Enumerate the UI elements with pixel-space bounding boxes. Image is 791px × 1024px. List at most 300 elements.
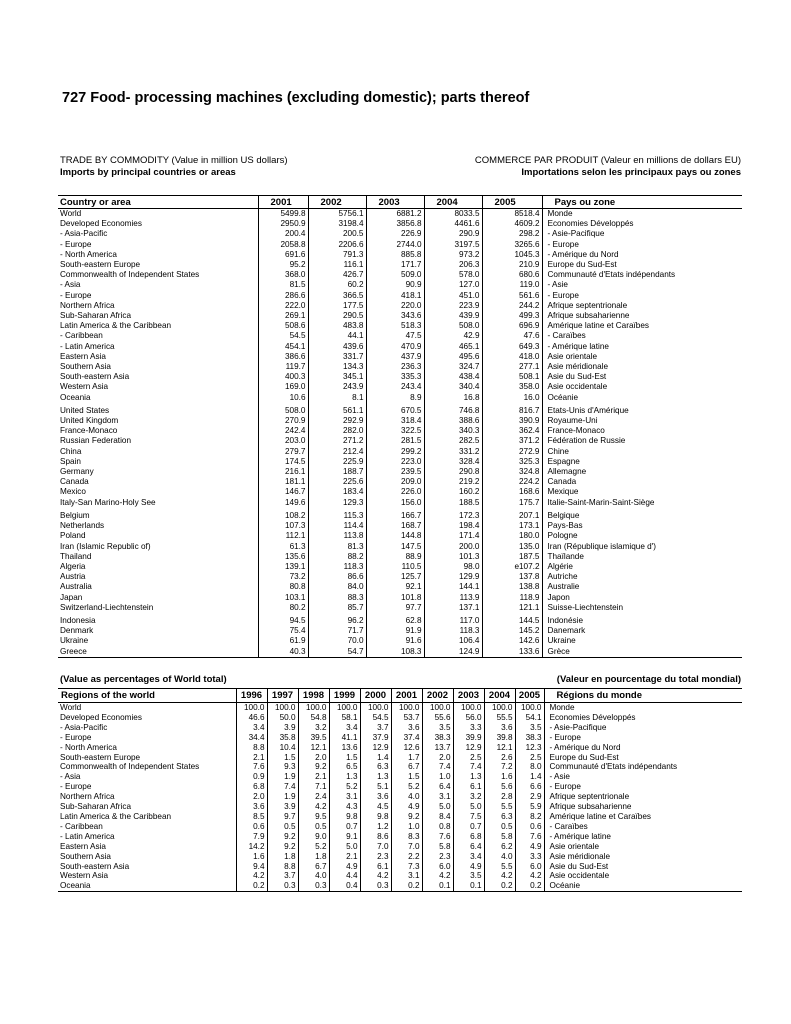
value-cell: 4.0 xyxy=(298,871,329,881)
table-row xyxy=(58,508,742,521)
header-right xyxy=(475,155,741,179)
value-cell: 144.1 xyxy=(424,582,482,592)
table2-header-3: 1998 xyxy=(298,689,329,703)
row-label-fr: Europe du Sud-Est xyxy=(544,753,742,763)
row-label-fr: - Asie-Pacifique xyxy=(542,229,742,239)
value-cell: 6.1 xyxy=(360,862,391,872)
value-cell: 8.0 xyxy=(515,762,544,772)
value-cell: 2206.6 xyxy=(308,240,366,250)
value-cell: 518.3 xyxy=(366,321,424,331)
table2-header-6: 2001 xyxy=(391,689,422,703)
row-label: Southern Asia xyxy=(60,851,111,861)
table-row xyxy=(58,852,742,862)
row-label-fr: Danemark xyxy=(542,626,742,636)
value-cell: 290.8 xyxy=(424,467,482,477)
value-cell: 220.0 xyxy=(366,301,424,311)
value-cell: 88.9 xyxy=(366,552,424,562)
value-cell: 129.9 xyxy=(424,572,482,582)
row-label-fr: Asie du Sud-Est xyxy=(542,372,742,382)
table-row xyxy=(58,743,742,753)
value-cell: 5.6 xyxy=(484,782,515,792)
table-row xyxy=(58,291,742,301)
value-cell: 0.3 xyxy=(360,881,391,891)
row-label: Germany xyxy=(60,467,94,477)
value-cell: 223.9 xyxy=(424,301,482,311)
row-label-fr: Italie-Saint-Marin-Saint-Siège xyxy=(542,498,742,508)
table2-header-10: 2005 xyxy=(515,689,544,703)
row-label: World xyxy=(60,703,82,712)
value-cell: 40.3 xyxy=(258,647,308,658)
value-cell: 269.1 xyxy=(258,311,308,321)
value-cell: 4.2 xyxy=(298,802,329,812)
value-cell: 4.9 xyxy=(515,842,544,852)
section2-title-right: (Valeur en pourcentage du total mondial) xyxy=(556,674,741,685)
value-cell: 223.0 xyxy=(366,457,424,467)
value-cell: 2.6 xyxy=(484,753,515,763)
value-cell: 6.8 xyxy=(453,832,484,842)
table-row xyxy=(58,753,742,763)
table-row xyxy=(58,372,742,382)
value-cell: 358.0 xyxy=(482,382,542,392)
row-label-fr: Fédération de Russie xyxy=(542,436,742,446)
value-cell: 144.8 xyxy=(366,531,424,541)
row-label: Indonesia xyxy=(60,615,96,625)
value-cell: 88.2 xyxy=(308,552,366,562)
value-cell: 1.3 xyxy=(360,772,391,782)
value-cell: 42.9 xyxy=(424,331,482,341)
value-cell: 439.6 xyxy=(308,342,366,352)
value-cell: 101.3 xyxy=(424,552,482,562)
value-cell: 1.5 xyxy=(267,753,298,763)
value-cell: 12.1 xyxy=(484,743,515,753)
value-cell: 9.2 xyxy=(391,812,422,822)
value-cell: 54.8 xyxy=(298,713,329,723)
table-row xyxy=(58,531,742,541)
value-cell: 244.2 xyxy=(482,301,542,311)
value-cell: 6.5 xyxy=(329,762,360,772)
table-row xyxy=(58,772,742,782)
page-title: 727 Food- processing machines (excluding domestic); parts thereof xyxy=(62,90,530,106)
value-cell: 44.1 xyxy=(308,331,366,341)
table-row xyxy=(58,457,742,467)
value-cell: 4609.2 xyxy=(482,219,542,229)
row-label: Developed Economies xyxy=(60,712,142,722)
value-cell: 1.8 xyxy=(298,852,329,862)
table2-header-9: 2004 xyxy=(484,689,515,703)
row-label-fr: Communauté d'Etats indépendants xyxy=(542,270,742,280)
row-label-fr: Belgique xyxy=(542,508,742,521)
row-label: South-eastern Europe xyxy=(60,752,141,762)
value-cell: 290.5 xyxy=(308,311,366,321)
value-cell: 222.0 xyxy=(258,301,308,311)
value-cell: 3.2 xyxy=(298,723,329,733)
value-cell: 277.1 xyxy=(482,362,542,372)
row-label: - Caribbean xyxy=(60,821,103,831)
value-cell: 418.1 xyxy=(366,291,424,301)
row-label: Canada xyxy=(60,477,89,487)
row-label-fr: - Amérique latine xyxy=(542,342,742,352)
value-cell: 12.9 xyxy=(453,743,484,753)
value-cell: 39.8 xyxy=(484,733,515,743)
value-cell: 7.1 xyxy=(298,782,329,792)
row-label-fr: Europe du Sud-Est xyxy=(542,260,742,270)
table2-header-4: 1999 xyxy=(329,689,360,703)
value-cell: 0.9 xyxy=(236,772,267,782)
row-label: Ukraine xyxy=(60,636,89,646)
row-label: Netherlands xyxy=(60,521,105,531)
value-cell: 149.6 xyxy=(258,498,308,508)
value-cell: 108.2 xyxy=(258,508,308,521)
value-cell: 91.9 xyxy=(366,626,424,636)
row-label-fr: - Amérique latine xyxy=(544,832,742,842)
value-cell: 6.1 xyxy=(453,782,484,792)
table-row xyxy=(58,713,742,723)
row-label-fr: Chine xyxy=(542,447,742,457)
value-cell: 282.5 xyxy=(424,436,482,446)
value-cell: 41.1 xyxy=(329,733,360,743)
row-label-fr: Océanie xyxy=(542,393,742,403)
table-row xyxy=(58,703,742,713)
value-cell: 160.2 xyxy=(424,487,482,497)
row-label: - Latin America xyxy=(60,341,115,351)
value-cell: 9.2 xyxy=(267,842,298,852)
value-cell: 328.4 xyxy=(424,457,482,467)
value-cell: 3.4 xyxy=(329,723,360,733)
value-cell: 113.8 xyxy=(308,531,366,541)
value-cell: 508.0 xyxy=(424,321,482,331)
value-cell: 9.3 xyxy=(267,762,298,772)
value-cell: 7.5 xyxy=(453,812,484,822)
value-cell: 113.9 xyxy=(424,593,482,603)
value-cell: 3.3 xyxy=(453,723,484,733)
header-left-line2: Imports by principal countries or areas xyxy=(60,167,236,178)
value-cell: 2744.0 xyxy=(366,240,424,250)
table-row xyxy=(58,603,742,613)
row-label-fr: Algérie xyxy=(542,562,742,572)
row-label: Developed Economies xyxy=(60,219,142,229)
value-cell: 3.4 xyxy=(236,723,267,733)
row-label: Belgium xyxy=(60,510,90,520)
value-cell: 4.2 xyxy=(515,871,544,881)
value-cell: 54.5 xyxy=(360,713,391,723)
table2-header-8: 2003 xyxy=(453,689,484,703)
row-label-fr: Allemagne xyxy=(542,467,742,477)
value-cell: 5.0 xyxy=(329,842,360,852)
value-cell: 3.5 xyxy=(422,723,453,733)
value-cell: 5.9 xyxy=(515,802,544,812)
value-cell: 168.6 xyxy=(482,487,542,497)
row-label-fr: Afrique subsaharienne xyxy=(542,311,742,321)
value-cell: 117.0 xyxy=(424,613,482,626)
value-cell: 12.6 xyxy=(391,743,422,753)
row-label: Sub-Saharan Africa xyxy=(60,802,132,812)
value-cell: 54.7 xyxy=(308,647,366,658)
value-cell: 239.5 xyxy=(366,467,424,477)
value-cell: 85.7 xyxy=(308,603,366,613)
value-cell: 121.1 xyxy=(482,603,542,613)
value-cell: 9.5 xyxy=(298,812,329,822)
table1-header-0: Country or area xyxy=(58,196,258,209)
value-cell: 2.8 xyxy=(484,792,515,802)
value-cell: 5.8 xyxy=(484,832,515,842)
value-cell: 3.4 xyxy=(453,852,484,862)
value-cell: 181.1 xyxy=(258,477,308,487)
value-cell: 47.6 xyxy=(482,331,542,341)
row-label: Austria xyxy=(60,572,86,582)
table-row xyxy=(58,487,742,497)
value-cell: 8.3 xyxy=(391,832,422,842)
value-cell: 12.1 xyxy=(298,743,329,753)
value-cell: 0.2 xyxy=(391,881,422,891)
value-cell: 73.2 xyxy=(258,572,308,582)
value-cell: 2.9 xyxy=(515,792,544,802)
value-cell: 96.2 xyxy=(308,613,366,626)
value-cell: 108.3 xyxy=(366,647,424,658)
imports-table xyxy=(58,195,742,658)
row-label: - Europe xyxy=(60,732,92,742)
row-label: Oceania xyxy=(58,881,236,891)
table-row xyxy=(58,792,742,802)
row-label-fr: - Europe xyxy=(544,782,742,792)
table-row xyxy=(58,647,742,658)
value-cell: 5.2 xyxy=(329,782,360,792)
value-cell: 973.2 xyxy=(424,250,482,260)
value-cell: 100.0 xyxy=(267,703,298,713)
value-cell: 35.8 xyxy=(267,733,298,743)
value-cell: 1.5 xyxy=(391,772,422,782)
header-right-line1: COMMERCE PAR PRODUIT (Valeur en millions de dollars EU) xyxy=(474,155,741,166)
row-label: - Asia-Pacific xyxy=(60,229,108,239)
value-cell: 439.9 xyxy=(424,311,482,321)
value-cell: 3.1 xyxy=(422,792,453,802)
value-cell: 6.7 xyxy=(391,762,422,772)
value-cell: 345.1 xyxy=(308,372,366,382)
value-cell: 166.7 xyxy=(366,508,424,521)
value-cell: 100.0 xyxy=(422,703,453,713)
value-cell: 183.4 xyxy=(308,487,366,497)
row-label: Switzerland-Liechtenstein xyxy=(60,602,154,612)
value-cell: 219.2 xyxy=(424,477,482,487)
value-cell: 508.0 xyxy=(258,403,308,416)
value-cell: 0.5 xyxy=(267,822,298,832)
value-cell: 9.4 xyxy=(236,862,267,872)
value-cell: 1.3 xyxy=(453,772,484,782)
value-cell: 5756.1 xyxy=(308,209,366,220)
value-cell: 156.0 xyxy=(366,498,424,508)
value-cell: 54.1 xyxy=(515,713,544,723)
row-label-fr: Suisse-Liechtenstein xyxy=(542,603,742,613)
value-cell: 9.0 xyxy=(298,832,329,842)
row-label-fr: Pologne xyxy=(542,531,742,541)
table-row xyxy=(58,219,742,229)
row-label-fr: - Caraïbes xyxy=(544,822,742,832)
table-row xyxy=(58,447,742,457)
table-row xyxy=(58,636,742,646)
value-cell: 171.7 xyxy=(366,260,424,270)
value-cell: 34.4 xyxy=(236,733,267,743)
value-cell: 95.2 xyxy=(258,260,308,270)
row-label-fr: Asie orientale xyxy=(544,842,742,852)
value-cell: 2.3 xyxy=(422,852,453,862)
table-row xyxy=(58,331,742,341)
value-cell: 495.6 xyxy=(424,352,482,362)
value-cell: 6.0 xyxy=(422,862,453,872)
value-cell: 6.6 xyxy=(515,782,544,792)
value-cell: 1.0 xyxy=(422,772,453,782)
table-row xyxy=(58,842,742,852)
table2-header-7: 2002 xyxy=(422,689,453,703)
value-cell: 0.8 xyxy=(422,822,453,832)
value-cell: 135.0 xyxy=(482,542,542,552)
header-right-line2: Importations selon les principaux pays ou zones xyxy=(521,167,741,178)
value-cell: 13.7 xyxy=(422,743,453,753)
value-cell: 100.0 xyxy=(515,703,544,713)
value-cell: 8033.5 xyxy=(424,209,482,220)
value-cell: 100.0 xyxy=(484,703,515,713)
value-cell: 0.7 xyxy=(453,822,484,832)
value-cell: 200.5 xyxy=(308,229,366,239)
value-cell: 100.0 xyxy=(360,703,391,713)
value-cell: 56.0 xyxy=(453,713,484,723)
row-label-fr: Ukraine xyxy=(542,636,742,646)
value-cell: 5.2 xyxy=(298,842,329,852)
table-row xyxy=(58,426,742,436)
row-label-fr: Asie occidentale xyxy=(542,382,742,392)
value-cell: 110.5 xyxy=(366,562,424,572)
value-cell: 1.2 xyxy=(360,822,391,832)
row-label-fr: - Asie-Pacifique xyxy=(544,723,742,733)
row-label: South-eastern Asia xyxy=(60,861,130,871)
value-cell: 8.8 xyxy=(236,743,267,753)
table2-header-0: Regions of the world xyxy=(58,689,236,703)
value-cell: 746.8 xyxy=(424,403,482,416)
row-label: Australia xyxy=(60,582,92,592)
value-cell: 465.1 xyxy=(424,342,482,352)
table2-header-1: 1996 xyxy=(236,689,267,703)
table-row xyxy=(58,871,742,881)
row-label-fr: Asie méridionale xyxy=(544,852,742,862)
value-cell: 5.8 xyxy=(422,842,453,852)
table-row xyxy=(58,229,742,239)
row-label-fr: - Europe xyxy=(542,291,742,301)
row-label: - Europe xyxy=(60,290,92,300)
value-cell: 3.7 xyxy=(360,723,391,733)
value-cell: 0.6 xyxy=(236,822,267,832)
value-cell: 81.3 xyxy=(308,542,366,552)
value-cell: 4.2 xyxy=(360,871,391,881)
value-cell: 1.6 xyxy=(484,772,515,782)
row-label: Italy-San Marino-Holy See xyxy=(60,497,156,507)
value-cell: 1.6 xyxy=(236,852,267,862)
value-cell: 5.5 xyxy=(484,862,515,872)
value-cell: 9.1 xyxy=(329,832,360,842)
value-cell: 236.3 xyxy=(366,362,424,372)
row-label: Iran (Islamic Republic of) xyxy=(60,541,151,551)
row-label-fr: Asie occidentale xyxy=(544,871,742,881)
table-row xyxy=(58,362,742,372)
value-cell: 94.5 xyxy=(258,613,308,626)
value-cell: 9.2 xyxy=(298,762,329,772)
value-cell: 2950.9 xyxy=(258,219,308,229)
value-cell: 1.5 xyxy=(329,753,360,763)
value-cell: 142.6 xyxy=(482,636,542,646)
value-cell: 499.3 xyxy=(482,311,542,321)
value-cell: 6.4 xyxy=(453,842,484,852)
value-cell: 816.7 xyxy=(482,403,542,416)
value-cell: 298.2 xyxy=(482,229,542,239)
value-cell: 3.1 xyxy=(391,871,422,881)
value-cell: 137.8 xyxy=(482,572,542,582)
value-cell: 8.8 xyxy=(267,862,298,872)
value-cell: 7.0 xyxy=(360,842,391,852)
row-label-fr: Economies Développés xyxy=(542,219,742,229)
row-label: United Kingdom xyxy=(60,416,119,426)
value-cell: 388.6 xyxy=(424,416,482,426)
row-label-fr: Afrique septentrionale xyxy=(544,792,742,802)
value-cell: 10.4 xyxy=(267,743,298,753)
table-row xyxy=(58,270,742,280)
value-cell: 6.0 xyxy=(515,862,544,872)
row-label-fr: Asie du Sud-Est xyxy=(544,862,742,872)
table-row xyxy=(58,613,742,626)
table-row xyxy=(58,562,742,572)
table-row xyxy=(58,393,742,403)
table-row xyxy=(58,762,742,772)
value-cell: 80.8 xyxy=(258,582,308,592)
value-cell: 3.2 xyxy=(453,792,484,802)
table-row xyxy=(58,832,742,842)
table-row xyxy=(58,250,742,260)
value-cell: 281.5 xyxy=(366,436,424,446)
value-cell: 100.0 xyxy=(298,703,329,713)
value-cell: 270.9 xyxy=(258,416,308,426)
value-cell: 322.5 xyxy=(366,426,424,436)
table-row xyxy=(58,467,742,477)
value-cell: 243.4 xyxy=(366,382,424,392)
value-cell: 0.3 xyxy=(267,881,298,891)
value-cell: 4.9 xyxy=(391,802,422,812)
value-cell: 437.9 xyxy=(366,352,424,362)
table-row xyxy=(58,552,742,562)
value-cell: 3.5 xyxy=(453,871,484,881)
value-cell: 3.3 xyxy=(515,852,544,862)
row-label: World xyxy=(60,209,82,218)
value-cell: 1.9 xyxy=(267,772,298,782)
value-cell: 272.9 xyxy=(482,447,542,457)
value-cell: 390.9 xyxy=(482,416,542,426)
value-cell: 4.2 xyxy=(484,871,515,881)
value-cell: 324.7 xyxy=(424,362,482,372)
value-cell: 9.8 xyxy=(360,812,391,822)
value-cell: 279.7 xyxy=(258,447,308,457)
row-label-fr: - Asie xyxy=(542,280,742,290)
table-row xyxy=(58,723,742,733)
value-cell: 134.3 xyxy=(308,362,366,372)
value-cell: 171.4 xyxy=(424,531,482,541)
table-row xyxy=(58,782,742,792)
value-cell: 37.9 xyxy=(360,733,391,743)
value-cell: 691.6 xyxy=(258,250,308,260)
row-label-fr: Royaume-Uni xyxy=(542,416,742,426)
value-cell: 187.5 xyxy=(482,552,542,562)
row-label: - Asia-Pacific xyxy=(60,722,108,732)
value-cell: 3856.8 xyxy=(366,219,424,229)
row-label: - Asia xyxy=(60,280,81,290)
value-cell: 4461.6 xyxy=(424,219,482,229)
value-cell: 118.9 xyxy=(482,593,542,603)
value-cell: 3.9 xyxy=(267,802,298,812)
row-label: - Caribbean xyxy=(60,331,103,341)
